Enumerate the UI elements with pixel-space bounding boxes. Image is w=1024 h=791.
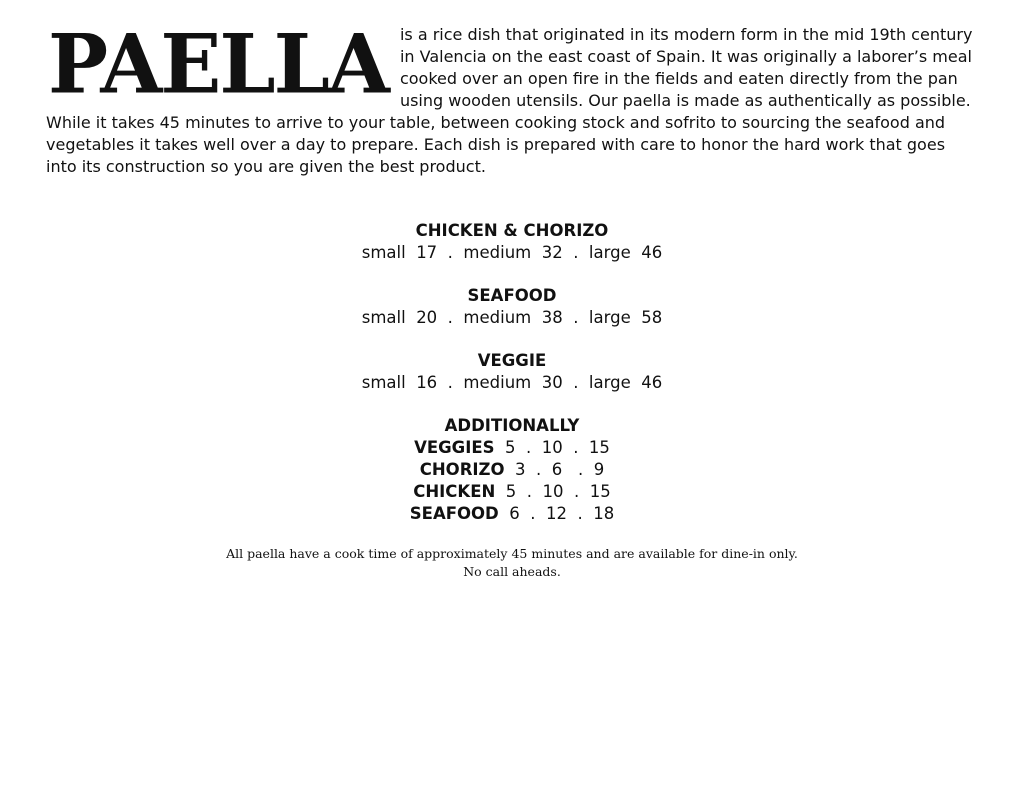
price-line: small 16 . medium 30 . large 46 bbox=[361, 373, 663, 392]
page-title: PAELLA bbox=[48, 16, 388, 112]
addon-name: CHICKEN bbox=[413, 482, 496, 501]
section-title: ADDITIONALLY bbox=[444, 416, 580, 435]
addon-name: CHORIZO bbox=[419, 460, 505, 479]
addon-name: SEAFOOD bbox=[409, 504, 499, 523]
section-title: CHICKEN & CHORIZO bbox=[415, 221, 609, 240]
section-title: VEGGIE bbox=[477, 351, 547, 370]
footnote bbox=[0, 545, 1024, 581]
footnote-line: All paella have a cook time of approximately 45 minutes and are available for dine-in only. bbox=[226, 546, 798, 561]
price-line: small 20 . medium 38 . large 58 bbox=[361, 308, 663, 327]
menu-section-veggie bbox=[0, 350, 1024, 394]
intro-paragraph: is a rice dish that originated in its modern form in the mid 19th century in Valencia on the east coast of Spain. It was originally a laborer’s meal cooked over an open fire in the fields and eaten directly from the pan using wooden utensils. Our paella is made as authentically as possible. While it takes 45 minutes to arrive to your table, between cooking stock and sofrito to sourcing the seafood and vegetables it takes well over a day to prepare. Each dish is prepared with care to honor the hard work that goes into its construction so you are given the best product. bbox=[46, 25, 973, 176]
addon-row-veggies bbox=[0, 437, 1024, 459]
menu-section-seafood bbox=[0, 285, 1024, 329]
addon-row-chorizo bbox=[0, 459, 1024, 481]
menu-section-chicken-chorizo bbox=[0, 220, 1024, 264]
addon-row-seafood bbox=[0, 503, 1024, 525]
menu-list bbox=[0, 220, 1024, 546]
addon-prices: 3 . 6 . 9 bbox=[515, 460, 605, 479]
addon-name: VEGGIES bbox=[414, 438, 495, 457]
addon-prices: 5 . 10 . 15 bbox=[505, 482, 611, 501]
addon-row-chicken bbox=[0, 481, 1024, 503]
menu-section-additionally bbox=[0, 415, 1024, 525]
section-title: SEAFOOD bbox=[467, 286, 557, 305]
price-line: small 17 . medium 32 . large 46 bbox=[361, 243, 663, 262]
addon-prices: 6 . 12 . 18 bbox=[509, 504, 615, 523]
addon-prices: 5 . 10 . 15 bbox=[504, 438, 610, 457]
intro-section bbox=[46, 16, 976, 178]
footnote-line: No call aheads. bbox=[463, 564, 561, 579]
